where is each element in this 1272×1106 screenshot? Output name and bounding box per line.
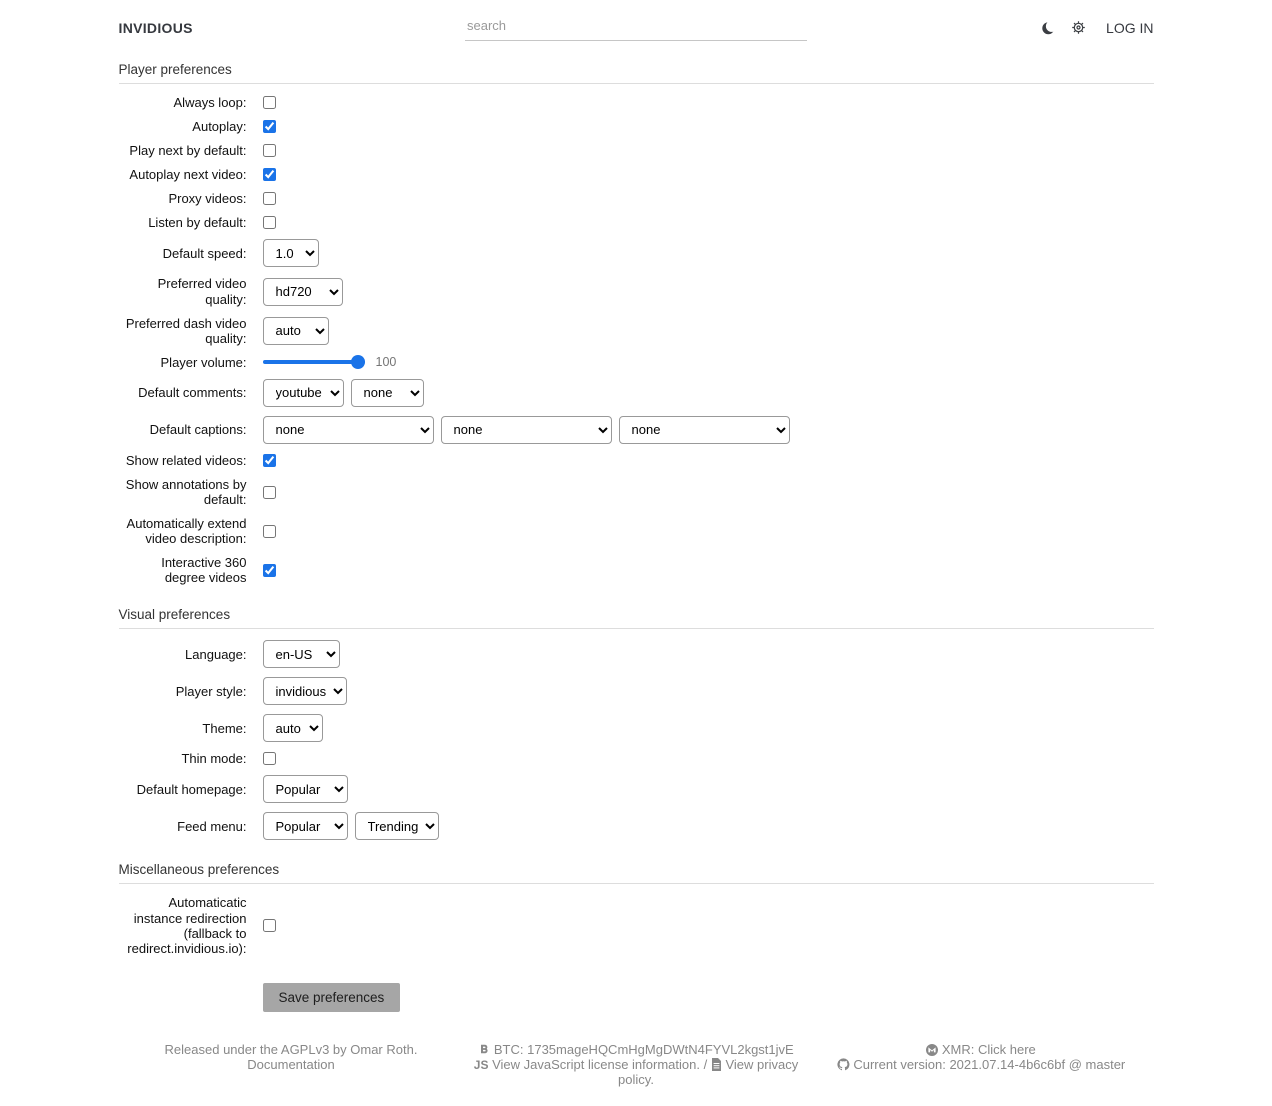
btc-address-text: BTC: 1735mageHQCmHgMgDWtN4FYVL2kgst1jvE: [493, 1041, 794, 1057]
pref-row: [119, 812, 1154, 840]
annotations-label: Show annotations by default:: [125, 476, 247, 508]
footer-right-column: [809, 1042, 1154, 1088]
autoplay-next-label: Autoplay next video:: [129, 167, 247, 183]
autoplay-checkbox[interactable]: [263, 120, 276, 133]
pref-row: [119, 714, 1154, 742]
xmr-label: XMR:: [941, 1041, 975, 1057]
language-select[interactable]: [263, 640, 340, 668]
related-videos-checkbox[interactable]: [263, 454, 276, 467]
pref-row: [119, 215, 1154, 230]
default-comments-select-1[interactable]: [263, 379, 344, 407]
log-in-link[interactable]: LOG IN: [1106, 19, 1154, 36]
footer-center-column: [464, 1042, 809, 1088]
current-version-text: Current version: 2021.07.14-4b6c6bf @ master: [853, 1057, 1126, 1073]
default-captions-label: Default captions:: [149, 422, 247, 438]
auto-redirect-label: Automaticatic instance redirection (fallback to redirect.invidious.io):: [127, 895, 247, 956]
proxy-videos-label: Proxy videos:: [168, 191, 247, 207]
header-actions: [807, 20, 1154, 36]
language-label: Language:: [185, 646, 247, 662]
license-release-text: Released under the AGPLv3 by Omar Roth.: [164, 1041, 418, 1057]
theme-label: Theme:: [202, 720, 247, 736]
feed-menu-label: Feed menu:: [177, 818, 247, 834]
pref-row: [119, 751, 1154, 766]
extend-description-checkbox[interactable]: [263, 525, 276, 538]
javascript-icon: JS: [473, 1058, 489, 1073]
default-speed-select[interactable]: [263, 239, 319, 267]
pref-row: [119, 95, 1154, 110]
proxy-videos-checkbox[interactable]: [263, 192, 276, 205]
page: [119, 0, 1154, 1106]
autoplay-next-checkbox[interactable]: [263, 168, 276, 181]
autoplay-label: Autoplay:: [192, 119, 247, 135]
preferred-dash-quality-label: Preferred dash video quality:: [125, 315, 247, 346]
brand-logo[interactable]: INVIDIOUS: [118, 19, 193, 36]
pref-row: [119, 119, 1154, 134]
related-videos-label: Show related videos:: [125, 452, 247, 468]
default-speed-label: Default speed:: [162, 245, 247, 261]
pref-row: [119, 167, 1154, 182]
page-footer: [119, 1042, 1154, 1106]
player-style-label: Player style:: [175, 683, 247, 699]
footer-left-column: [119, 1042, 464, 1088]
search-box: [465, 14, 807, 41]
section-title-visual-preferences: Visual preferences: [119, 594, 1154, 629]
pref-row: [119, 453, 1154, 468]
top-navbar: [119, 0, 1154, 49]
section-title-player-preferences: Player preferences: [119, 49, 1154, 84]
xmr-coin-icon: [926, 1042, 942, 1057]
auto-redirect-checkbox[interactable]: [263, 919, 276, 932]
pref-row: [119, 555, 1154, 585]
vr-mode-label: Interactive 360 degree videos: [161, 555, 247, 586]
search-input[interactable]: [465, 14, 807, 41]
pref-row: [119, 316, 1154, 346]
player-style-select[interactable]: [263, 677, 347, 705]
pref-row: [119, 477, 1154, 507]
listen-default-label: Listen by default:: [148, 215, 247, 231]
theme-select[interactable]: [263, 714, 323, 742]
default-comments-label: Default comments:: [138, 385, 247, 401]
listen-default-checkbox[interactable]: [263, 216, 276, 229]
section-title-misc-preferences: Miscellaneous preferences: [119, 849, 1154, 884]
default-homepage-select[interactable]: [263, 775, 348, 803]
default-homepage-label: Default homepage:: [136, 781, 247, 797]
preferred-dash-quality-select[interactable]: [263, 317, 329, 345]
pref-row: [119, 191, 1154, 206]
xmr-click-here-link[interactable]: Click here: [977, 1041, 1036, 1057]
feed-menu-select-1[interactable]: [263, 812, 348, 840]
default-captions-select-1[interactable]: [263, 416, 434, 444]
privacy-policy-link[interactable]: View privacy policy.: [618, 1057, 799, 1088]
pref-row: [119, 355, 1154, 370]
pref-row: [119, 416, 1154, 444]
play-next-checkbox[interactable]: [263, 144, 276, 157]
pref-row: [119, 379, 1154, 407]
default-comments-select-2[interactable]: [351, 379, 424, 407]
thin-mode-checkbox[interactable]: [263, 752, 276, 765]
always-loop-checkbox[interactable]: [263, 96, 276, 109]
pref-row: [119, 895, 1154, 955]
pref-row: [119, 143, 1154, 158]
default-captions-select-3[interactable]: [619, 416, 790, 444]
preferred-quality-select[interactable]: [263, 278, 343, 306]
always-loop-label: Always loop:: [173, 95, 247, 110]
preferences-gear-icon[interactable]: [1071, 20, 1086, 35]
save-preferences-button[interactable]: Save preferences: [263, 983, 401, 1012]
extend-description-label: Automatically extend video description:: [126, 516, 247, 547]
github-icon: [837, 1057, 854, 1072]
play-next-label: Play next by default:: [129, 143, 247, 159]
thin-mode-label: Thin mode:: [181, 751, 247, 767]
pref-row: [119, 640, 1154, 668]
pref-row: [119, 276, 1154, 306]
feed-menu-select-2[interactable]: [355, 812, 439, 840]
default-captions-select-2[interactable]: [441, 416, 612, 444]
player-volume-value: 100: [375, 355, 397, 370]
pref-row: [119, 239, 1154, 267]
preferred-quality-label: Preferred video quality:: [157, 276, 247, 307]
player-volume-slider[interactable]: [263, 360, 365, 364]
footer-separator: /: [703, 1057, 708, 1073]
pref-row: [119, 516, 1154, 546]
vr-mode-checkbox[interactable]: [263, 564, 276, 577]
pref-row: [119, 775, 1154, 803]
document-icon: [711, 1057, 726, 1072]
player-volume-label: Player volume:: [160, 354, 247, 370]
js-license-link[interactable]: View JavaScript license information.: [492, 1057, 700, 1073]
documentation-link[interactable]: Documentation: [247, 1057, 335, 1073]
pref-row: [119, 677, 1154, 705]
dark-mode-moon-icon[interactable]: [1041, 20, 1057, 36]
annotations-checkbox[interactable]: [263, 486, 276, 499]
bitcoin-icon: [478, 1042, 494, 1057]
